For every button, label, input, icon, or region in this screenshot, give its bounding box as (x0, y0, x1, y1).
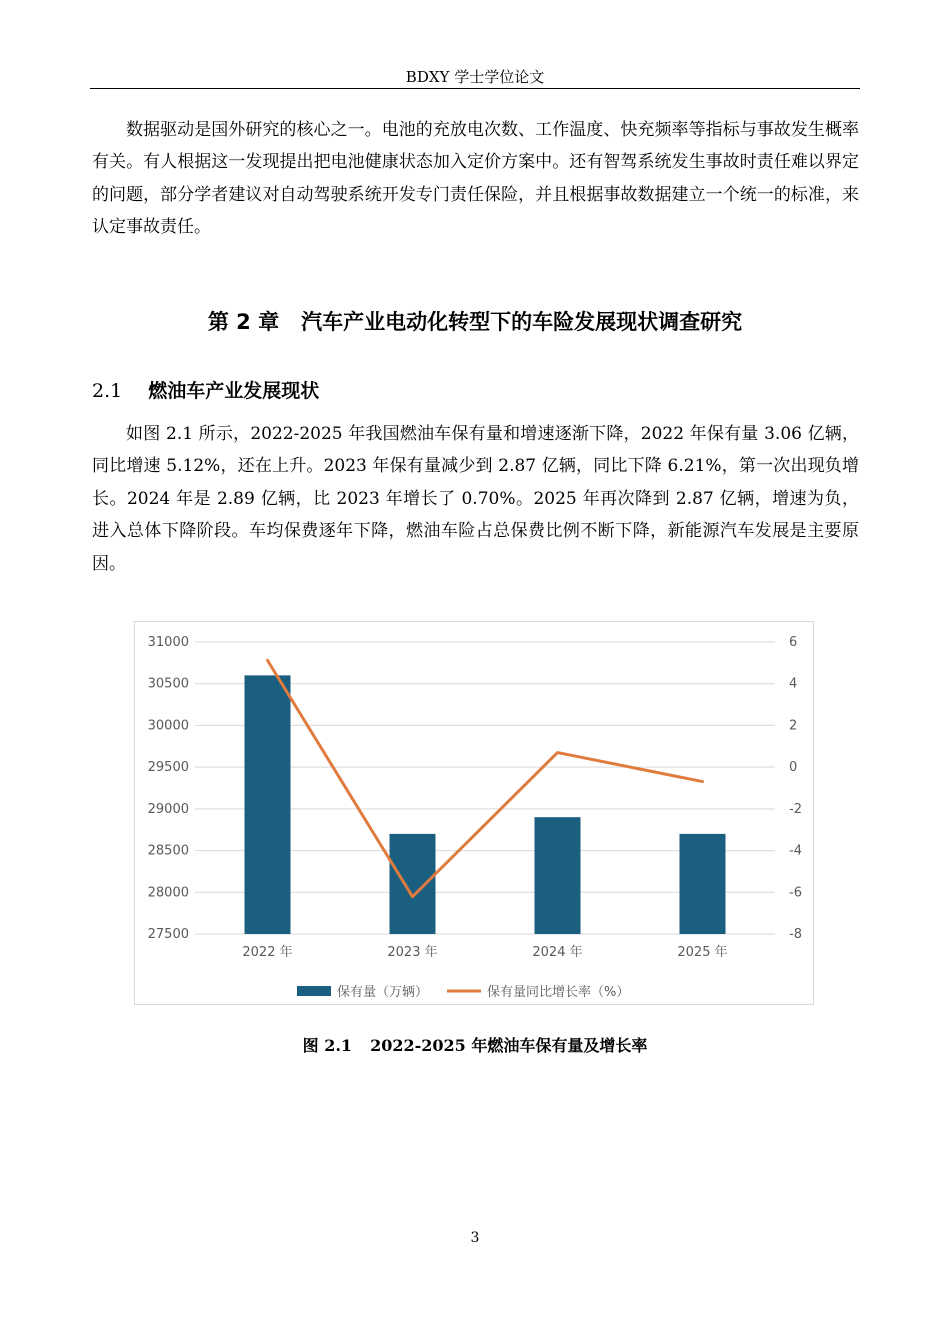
chart-figure (134, 621, 814, 1005)
y-right-tick-label: -2 (789, 801, 802, 817)
y-left-tick-label: 30000 (147, 718, 189, 734)
bar (535, 817, 581, 934)
y-right-tick-label: -4 (789, 843, 802, 859)
y-left-tick-label: 27500 (147, 927, 189, 942)
chapter-heading (90, 306, 860, 336)
y-left-tick-label: 29500 (147, 760, 189, 776)
y-right-tick-label: 0 (789, 760, 798, 776)
x-tick-label: 2023 年 (387, 945, 438, 960)
y-right-tick-label: 4 (789, 676, 798, 692)
y-right-tick-label: 6 (789, 635, 798, 650)
x-tick-label: 2022 年 (242, 945, 293, 960)
legend-line-label: 保有量同比增长率（%） (487, 985, 630, 1000)
paragraph-1: 数据驱动是国外研究的核心之一。电池的充放电次数、工作温度、快充频率等指标与事故发生概率有关。有人根据这一发现提出把电池健康状态加入定价方案中。还有智驾系统发生事故时责任难以界定的问题，部分学者建议对自动驾驶系统开发专门责任保险，并且根据事故数据建立一个统一的标准，来认定事故责任。 (92, 120, 859, 238)
x-tick-label: 2024 年 (532, 945, 583, 960)
header-rule (90, 88, 860, 89)
legend-bar-swatch (297, 986, 331, 996)
combo-chart (135, 622, 815, 1006)
y-left-tick-label: 29000 (147, 801, 189, 817)
y-left-tick-label: 30500 (147, 676, 189, 692)
bar (680, 834, 726, 934)
y-right-tick-label: 2 (789, 718, 798, 734)
section-heading (92, 376, 319, 403)
chapter-number: 第 2 章 (207, 310, 280, 334)
caption-text: 2022-2025 年燃油车保有量及增长率 (370, 1036, 648, 1055)
bar (390, 834, 436, 934)
paragraph-2: 如图 2.1 所示，2022-2025 年我国燃油车保有量和增速逐渐下降，2022 年保有量 3.06 亿辆，同比增速 5.12%，还在上升。2023 年保有量减少到 2.87 亿辆，同比下降 6.21%，第一次出现负增长。2024 年是 2.89 亿辆，比 2023 年增长了 0.70%。2025 年再次降到 2.87 亿辆，增速为负，进入总体下降阶段。车均保费逐年下降，燃油车险占总保费比例不断下降，新能源汽车发展是主要原因。 (92, 424, 859, 574)
legend-bar-label: 保有量（万辆） (337, 985, 429, 1000)
x-tick-label: 2025 年 (677, 945, 728, 960)
y-left-tick-label: 31000 (147, 635, 189, 650)
bar (245, 675, 291, 934)
section-number: 2.1 (92, 380, 123, 402)
chapter-title: 汽车产业电动化转型下的车险发展现状调查研究 (301, 310, 743, 334)
y-right-tick-label: -8 (789, 927, 802, 942)
figure-caption (90, 1033, 860, 1056)
section-title: 燃油车产业发展现状 (148, 380, 320, 402)
y-right-tick-label: -6 (789, 885, 802, 901)
page-number: 3 (470, 1230, 480, 1246)
y-left-tick-label: 28000 (147, 885, 189, 901)
running-header: BDXY 学士学位论文 (405, 68, 545, 86)
caption-number: 图 2.1 (302, 1036, 353, 1055)
y-left-tick-label: 28500 (147, 843, 189, 859)
growth-rate-line (268, 660, 703, 896)
